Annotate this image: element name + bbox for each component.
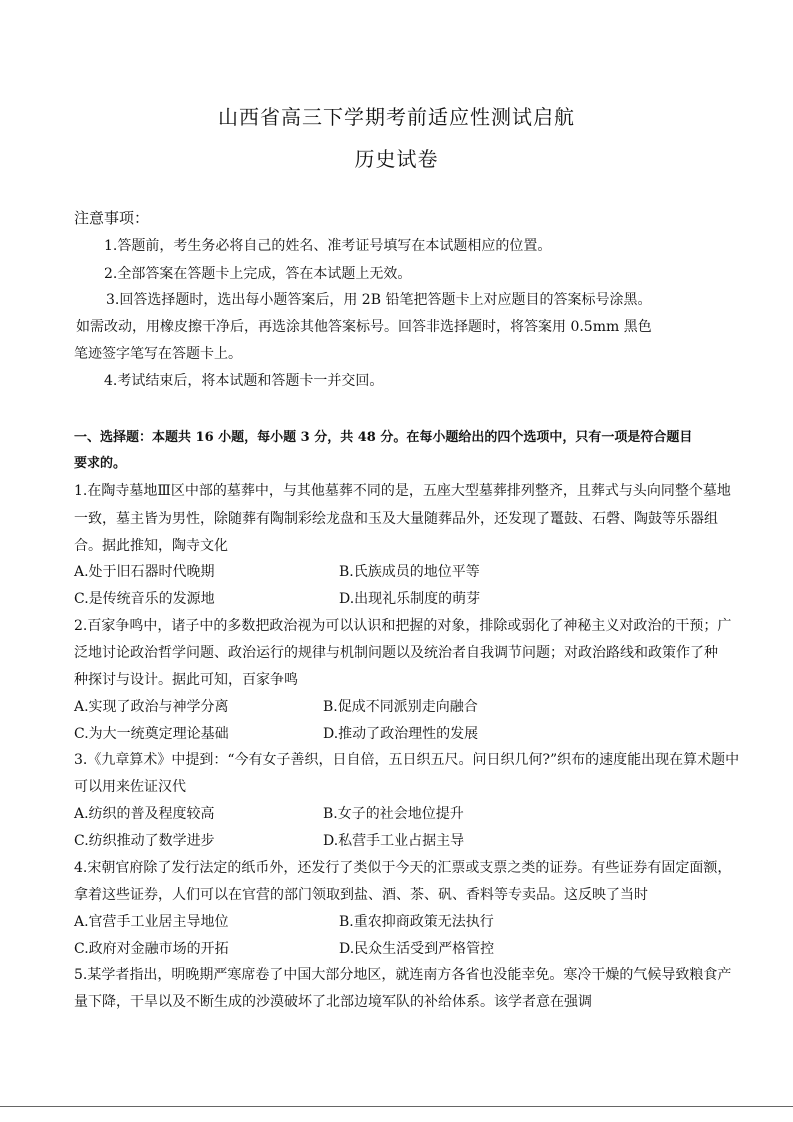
option-a[interactable]: A.实现了政治与神学分离 xyxy=(74,699,229,715)
option-a[interactable]: A.处于旧石器时代晚期 xyxy=(74,564,215,580)
option-a[interactable]: A.纺织的普及程度较高 xyxy=(74,806,215,822)
option-d[interactable]: D.推动了政治理性的发展 xyxy=(323,726,479,742)
option-b[interactable]: B.重农抑商政策无法执行 xyxy=(339,914,494,930)
question-text: 4.宋朝官府除了发行法定的纸币外，还发行了类似于今天的汇票或支票之类的证券。有些证券有固定面额， xyxy=(74,860,732,876)
notice-item: 笔迹签字笔写在答题卡上。 xyxy=(74,346,242,362)
option-b[interactable]: B.促成不同派别走向融合 xyxy=(323,699,478,715)
question-text: 种探讨与设计。据此可知，百家争鸣 xyxy=(74,672,298,688)
notice-item: 2.全部答案在答题卡上完成，答在本试题上无效。 xyxy=(104,266,412,282)
question-text: 一致，墓主皆为男性，除随葬有陶制彩绘龙盘和玉及大量随葬品外，还发现了鼍鼓、石磬、陶鼓等乐器组 xyxy=(74,511,718,527)
option-a[interactable]: A.官营手工业居主导地位 xyxy=(74,914,229,930)
section-heading: 要求的。 xyxy=(74,456,127,471)
question-text: 拿着这些证券，人们可以在官营的部门领取到盐、酒、茶、矾、香料等专卖品。这反映了当时 xyxy=(74,887,648,903)
notice-heading: 注意事项： xyxy=(74,209,150,227)
option-d[interactable]: D.民众生活受到严格管控 xyxy=(339,941,495,957)
option-c[interactable]: C.政府对金融市场的开拓 xyxy=(74,941,229,957)
question-text: 泛地讨论政治哲学问题、政治运行的规律与机制问题以及统治者自我调节问题；对政治路线和政策作了种 xyxy=(74,645,718,661)
question-text: 1.在陶寺墓地Ⅲ区中部的墓葬中，与其他墓葬不同的是，五座大型墓葬排列整齐，且葬式与头向同整个墓地 xyxy=(74,483,731,499)
exam-subtitle: 历史试卷 xyxy=(354,147,439,171)
notice-item: 3.回答选择题时，选出每小题答案后，用 2B 铅笔把答题卡上对应题目的答案标号涂黑。 xyxy=(106,292,652,308)
exam-title: 山西省高三下学期考前适应性测试启航 xyxy=(218,105,575,129)
option-c[interactable]: C.纺织推动了数学进步 xyxy=(74,833,215,849)
option-d[interactable]: D.出现礼乐制度的萌芽 xyxy=(339,591,481,607)
question-text: 可以用来佐证汉代 xyxy=(74,779,186,795)
option-d[interactable]: D.私营手工业占据主导 xyxy=(323,833,465,849)
section-heading: 一、选择题：本题共 16 小题，每小题 3 分，共 48 分。在每小题给出的四个选项中，只有一项是符合题目 xyxy=(74,430,693,445)
option-c[interactable]: C.是传统音乐的发源地 xyxy=(74,591,215,607)
option-b[interactable]: B.氏族成员的地位平等 xyxy=(339,564,480,580)
notice-item: 1.答题前，考生务必将自己的姓名、准考证号填写在本试题相应的位置。 xyxy=(104,238,552,254)
question-text: 5.某学者指出，明晚期严寒席卷了中国大部分地区，就连南方各省也没能幸免。寒冷干燥的气候导致粮食产 xyxy=(74,967,732,983)
question-text: 2.百家争鸣中，诸子中的多数把政治视为可以认识和把握的对象，排除或弱化了神秘主义对政治的干预；广 xyxy=(74,618,732,634)
option-b[interactable]: B.女子的社会地位提升 xyxy=(323,806,464,822)
notice-item: 4.考试结束后，将本试题和答题卡一并交回。 xyxy=(104,373,384,389)
question-text: 3.《九章算术》中提到：“今有女子善织，日自倍，五日织五尺。问日织几何?”织布的速度能出现在算术题中 xyxy=(74,752,740,768)
question-text: 量下降，干旱以及不断生成的沙漠破坏了北部边境军队的补给体系。该学者意在强调 xyxy=(74,994,592,1010)
notice-item: 如需改动，用橡皮擦干净后，再选涂其他答案标号。回答非选择题时，将答案用 0.5mm 黑色 xyxy=(76,319,652,335)
question-text: 合。据此推知，陶寺文化 xyxy=(74,538,228,554)
option-c[interactable]: C.为大一统奠定理论基础 xyxy=(74,726,229,742)
page-bottom-divider xyxy=(0,1106,793,1107)
